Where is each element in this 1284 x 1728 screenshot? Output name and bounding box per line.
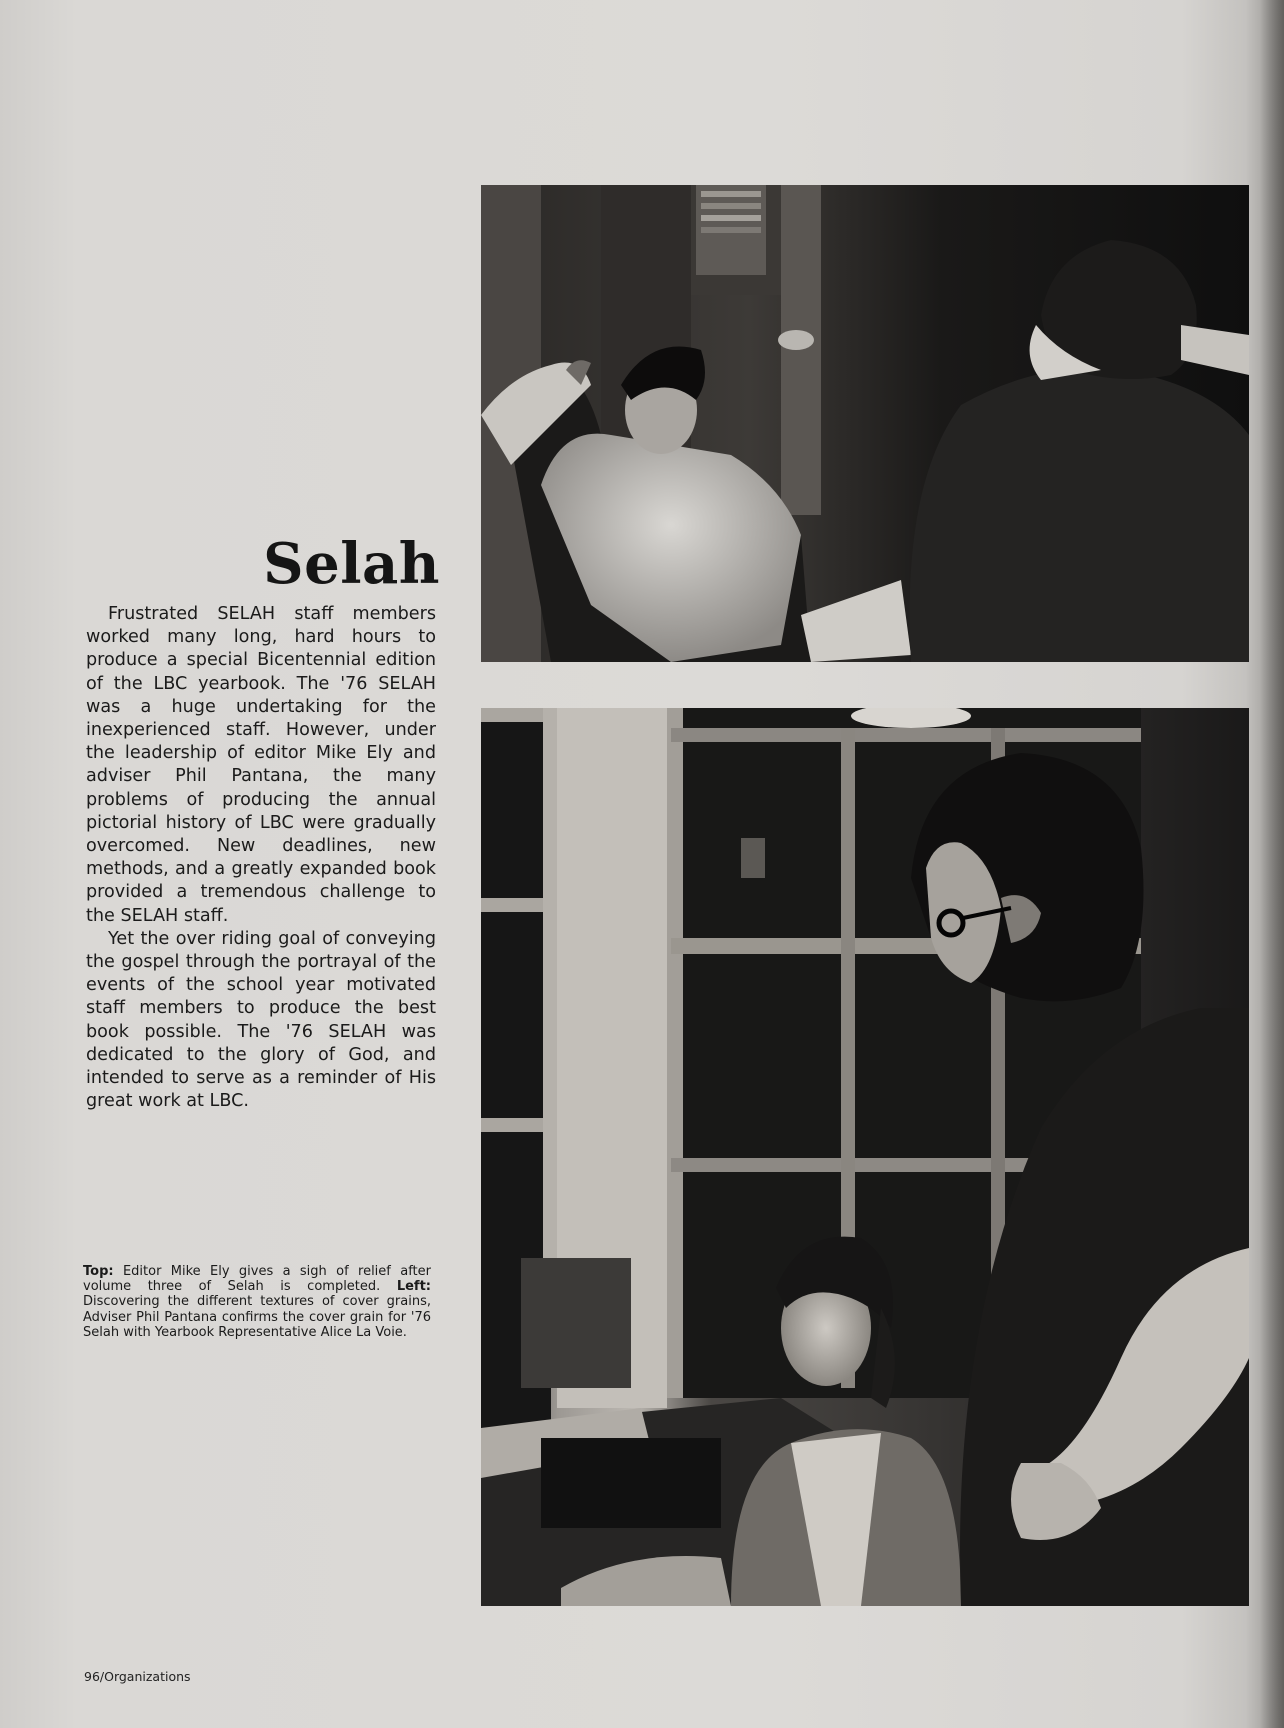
page-folio: 96/Organizations	[84, 1669, 191, 1684]
article-body	[86, 603, 436, 1113]
caption-left-label: Left:	[396, 1279, 431, 1295]
photo-editor-relief	[481, 185, 1249, 662]
page-spine-shadow	[1260, 0, 1284, 1728]
body-paragraph-2: Yet the over riding goal of conveying the gospel through the portrayal of the events of the school year motivated staff members to produce the best book possible. The '76 SELAH was dedicated to the glory of God, and intended to serve as a reminder of His great work at LBC.	[86, 928, 436, 1112]
caption-top-text: Editor Mike Ely gives a sigh of relief after volume three of Selah is completed.	[83, 1264, 431, 1295]
body-paragraph-1: Frustrated SELAH staff members worked many long, hard hours to produce a special Bicentennial edition of the LBC yearbook. The '76 SELAH was a huge undertaking for the inexperienced staff. However, under the leadership of editor Mike Ely and adviser Phil Pantana, the many problems of producing the annual pictorial history of LBC were gradually overcomed. New deadlines, new methods, and a greatly expanded book provided a tremendous challenge to the SELAH staff.	[86, 604, 436, 926]
article-title: Selah	[263, 531, 440, 597]
caption-top-label: Top:	[83, 1264, 114, 1279]
photo-cover-grain-image	[481, 708, 1249, 1606]
photo-cover-grain	[481, 708, 1249, 1606]
photo-editor-relief-image	[481, 185, 1249, 662]
caption-left-text: Discovering the different textures of cover grains, Adviser Phil Pantana confirms the cover grain for '76 Selah with Yearbook Representative Alice La Voie.	[83, 1294, 431, 1340]
photo-caption	[83, 1264, 431, 1340]
